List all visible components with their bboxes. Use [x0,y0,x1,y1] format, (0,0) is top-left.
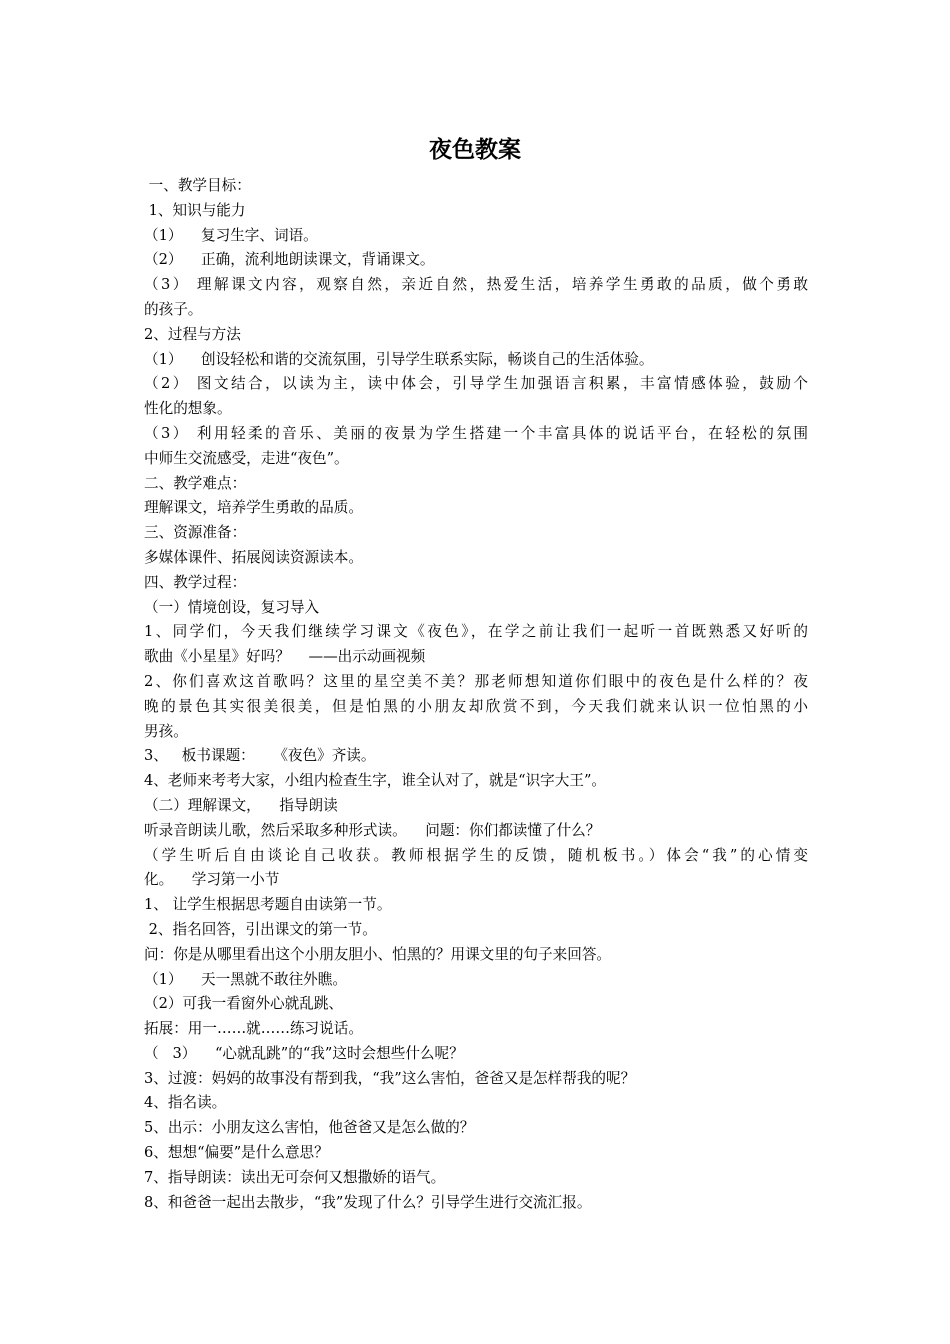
text-line: （3） 利用轻柔的音乐、美丽的夜景为学生搭建一个丰富具体的说话平台，在轻松的氛围 [144,424,808,442]
text-line: 多媒体课件、拓展阅读资源读本。 [144,548,363,566]
text-line: 二、教学难点： [144,474,247,492]
text-line: 三、资源准备： [144,524,247,542]
text-line: 4、指名读。 [144,1094,227,1112]
text-line: （2） 正确，流利地朗读课文，背诵课文。 [144,251,435,269]
text-line: 拓展：用一……就……练习说话。 [144,1020,363,1038]
text-line: 四、教学过程： [144,573,247,591]
text-line: 的孩子。 [144,300,203,318]
text-line: （1） 天一黑就不敢往外瞧。 [144,970,347,988]
text-line: 2、指名回答，引出课文的第一节。 [144,920,377,938]
text-line: 2、过程与方法 [144,325,241,343]
text-line: 中师生交流感受，走进“夜色”。 [144,449,349,467]
document-body [144,174,808,1215]
text-line: （2） 图文结合，以读为主，读中体会，引导学生加强语言积累，丰富情感体验，鼓励个 [144,375,808,393]
text-line: 7、指导朗读：读出无可奈何又想撒娇的语气。 [144,1168,446,1186]
text-line: 化。 学习第一小节 [144,871,280,889]
text-line: 性化的想象。 [144,400,232,418]
text-line: 5、出示：小朋友这么害怕，他爸爸又是怎么做的？ [144,1119,475,1137]
text-line: （ 3） “心就乱跳”的“我”这时会想些什么呢？ [144,1044,464,1062]
text-line: 4、老师来考考大家，小组内检查生字，谁全认对了，就是“识字大王”。 [144,772,607,790]
text-line: 歌曲《小星星》好吗？ ——出示动画视频 [144,648,426,666]
text-line: 1、知识与能力 [144,201,246,219]
text-line: 6、想想“偏要”是什么意思？ [144,1144,329,1162]
text-line: （学生听后自由谈论自己收获。教师根据学生的反馈，随机板书。）体会“我”的心情变 [144,846,808,864]
text-line: 1、同学们，今天我们继续学习课文《夜色》，在学之前让我们一起听一首既熟悉又好听的 [144,623,808,641]
text-line: （2）可我一看窗外心就乱跳、 [144,995,344,1013]
text-line: （一）情境创设，复习导入 [144,598,320,616]
text-line: 听录音朗读儿歌，然后采取多种形式读。 问题：你们都读懂了什么？ [144,821,601,839]
text-line: 1、 让学生根据思考题自由读第一节。 [144,896,392,914]
text-line: 3、 板书课题： 《夜色》齐读。 [144,747,376,765]
text-line: 男孩。 [144,722,188,740]
text-line: （二）理解课文， 指导朗读 [144,796,338,814]
text-line: （1） 创设轻松和谐的交流氛围，引导学生联系实际，畅谈自己的生活体验。 [144,350,654,368]
text-line: 3、过渡：妈妈的故事没有帮到我，“我”这么害怕，爸爸又是怎样帮我的呢？ [144,1069,636,1087]
text-line: 8、和爸爸一起出去散步，“我”发现了什么？引导学生进行交流汇报。 [144,1193,592,1211]
text-line: 晚的景色其实很美很美，但是怕黑的小朋友却欣赏不到，今天我们就来认识一位怕黑的小 [144,697,808,715]
text-line: 2、你们喜欢这首歌吗？这里的星空美不美？那老师想知道你们眼中的夜色是什么样的？夜 [144,672,808,690]
text-line: （1） 复习生字、词语。 [144,226,318,244]
text-line: 一、教学目标： [144,177,251,194]
text-line: （3） 理解课文内容，观察自然，亲近自然，热爱生活，培养学生勇敢的品质，做个勇敢 [144,276,808,294]
document-title: 夜色教案 [429,137,521,163]
text-line: 问：你是从哪里看出这个小朋友胆小、怕黑的？用课文里的句子来回答。 [144,945,612,963]
text-line: 理解课文，培养学生勇敢的品质。 [144,499,363,517]
